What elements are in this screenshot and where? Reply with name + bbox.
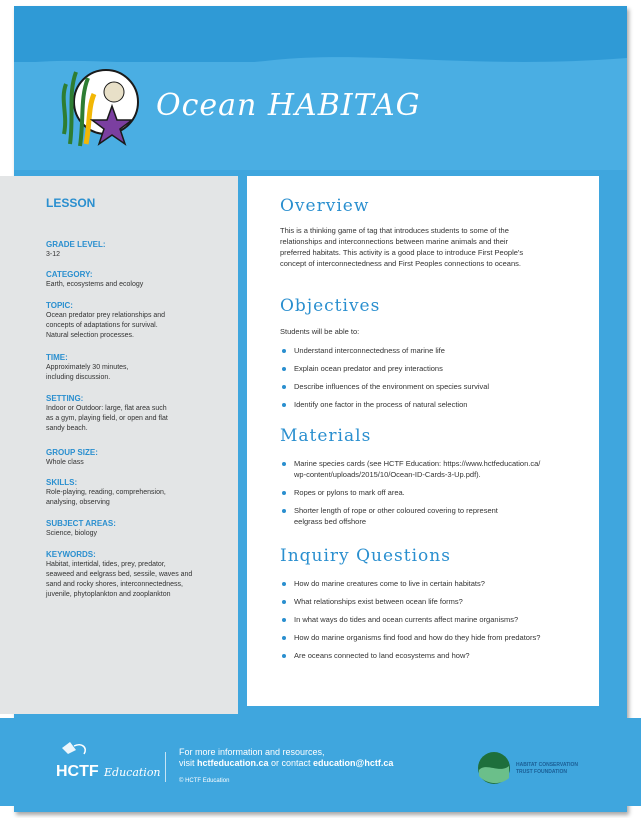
hctf-partner-logo bbox=[476, 748, 596, 788]
ocean-habitag-logo bbox=[50, 64, 150, 154]
svg-text:HABITAT CONSERVATION: HABITAT CONSERVATION bbox=[516, 762, 579, 768]
footer-text-mid: or contact bbox=[268, 758, 314, 768]
materials-line: wp-content/uploads/2015/10/Ocean-ID-Cards-3-Up.pdf). bbox=[294, 470, 481, 479]
sidebar-label: SUBJECT AREAS: bbox=[46, 519, 116, 528]
sidebar-text: Habitat, intertidal, tides, prey, predator, bbox=[46, 561, 166, 568]
sidebar-text: seaweed and eelgrass bed, sessile, waves and bbox=[46, 571, 193, 578]
sidebar-text: including discussion. bbox=[46, 374, 111, 381]
footer-text-prefix: visit bbox=[179, 758, 197, 768]
copyright: © HCTF Education bbox=[179, 778, 230, 784]
sidebar-grade-level bbox=[46, 240, 226, 260]
materials-line: eelgrass bed offshore bbox=[294, 517, 366, 526]
footer-line: For more information and resources, bbox=[179, 747, 325, 757]
overview-line: This is a thinking game of tag that introduces students to some of the bbox=[280, 226, 509, 235]
list-item: Are oceans connected to land ecosystems and how? bbox=[280, 650, 590, 661]
sidebar-text: 3-12 bbox=[46, 251, 61, 258]
materials-line: Ropes or pylons to mark off area. bbox=[294, 488, 405, 497]
list-item: In what ways do tides and ocean currents affect marine organisms? bbox=[280, 614, 590, 625]
sidebar-text: analysing, observing bbox=[46, 499, 110, 506]
sidebar-text: Natural selection processes. bbox=[46, 332, 134, 339]
email-link[interactable]: education@hctf.ca bbox=[313, 758, 394, 768]
page-title: Ocean HABITAG bbox=[156, 88, 421, 123]
sidebar-skills bbox=[46, 478, 226, 508]
sidebar-category bbox=[46, 270, 226, 290]
sidebar-text: Science, biology bbox=[46, 530, 97, 537]
hctf-education-logo bbox=[52, 740, 161, 782]
materials-line: Shorter length of rope or other coloured covering to represent bbox=[294, 506, 498, 515]
objectives-heading: Objectives bbox=[280, 296, 381, 316]
sidebar-topic bbox=[46, 301, 226, 341]
svg-text:Education: Education bbox=[104, 766, 161, 779]
sidebar-label: SKILLS: bbox=[46, 478, 78, 487]
sidebar-text: Earth, ecosystems and ecology bbox=[46, 281, 144, 288]
sidebar-text: Ocean predator prey relationships and bbox=[46, 312, 166, 319]
overview-line: concept of interconnectedness and First Peoples connections to oceans. bbox=[280, 259, 521, 268]
sidebar-setting bbox=[46, 394, 226, 434]
list-item: How do marine creatures come to live in certain habitats? bbox=[280, 578, 590, 589]
sidebar-subject-areas bbox=[46, 519, 226, 539]
sidebar-label: TIME: bbox=[46, 353, 68, 362]
list-item bbox=[280, 505, 590, 527]
footer-line bbox=[179, 758, 393, 769]
sidebar-text: Role-playing, reading, comprehension, bbox=[46, 489, 166, 496]
list-item: What relationships exist between ocean life forms? bbox=[280, 596, 590, 607]
footer-divider bbox=[165, 752, 166, 782]
svg-text:TRUST FOUNDATION: TRUST FOUNDATION bbox=[516, 769, 568, 775]
overview-heading: Overview bbox=[280, 196, 370, 216]
overview-line: preferred habitats. This activity is a good place to introduce First People's bbox=[280, 248, 524, 257]
objectives-intro: Students will be able to: bbox=[280, 327, 360, 336]
list-item: Explain ocean predator and prey interactions bbox=[280, 363, 590, 374]
sidebar-label: GRADE LEVEL: bbox=[46, 240, 106, 249]
objectives-list bbox=[280, 345, 590, 417]
inquiry-heading: Inquiry Questions bbox=[280, 546, 451, 566]
list-item: Identify one factor in the process of natural selection bbox=[280, 399, 590, 410]
sidebar-text: sandy beach. bbox=[46, 425, 88, 432]
sidebar-text: juvenile, phytoplankton and zooplankton bbox=[46, 591, 171, 598]
overview-text bbox=[280, 225, 580, 269]
lesson-label: LESSON bbox=[46, 196, 96, 210]
materials-line: Marine species cards (see HCTF Education: https://www.hctfeducation.ca/ bbox=[294, 459, 541, 468]
sidebar-label: CATEGORY: bbox=[46, 270, 93, 279]
list-item: How do marine organisms find food and how do they hide from predators? bbox=[280, 632, 590, 643]
overview-line: relationships and interconnections between marine animals and their bbox=[280, 237, 509, 246]
sidebar-label: KEYWORDS: bbox=[46, 550, 96, 559]
list-item bbox=[280, 487, 590, 498]
sidebar-label: TOPIC: bbox=[46, 301, 73, 310]
inquiry-list bbox=[280, 578, 590, 668]
sidebar-text: Indoor or Outdoor: large, flat area such bbox=[46, 405, 167, 412]
footer-info bbox=[179, 747, 393, 769]
list-item bbox=[280, 458, 590, 480]
sidebar-text: Approximately 30 minutes, bbox=[46, 364, 129, 371]
sidebar-label: SETTING: bbox=[46, 394, 84, 403]
materials-list bbox=[280, 458, 590, 534]
sidebar-text: sand and rocky shores, interconnectedness, bbox=[46, 581, 183, 588]
list-item: Describe influences of the environment on species survival bbox=[280, 381, 590, 392]
sidebar-time bbox=[46, 353, 226, 383]
list-item: Understand interconnectedness of marine life bbox=[280, 345, 590, 356]
sidebar-text: concepts of adaptations for survival. bbox=[46, 322, 158, 329]
website-link[interactable]: hctfeducation.ca bbox=[197, 758, 269, 768]
sidebar-label: GROUP SIZE: bbox=[46, 448, 98, 457]
svg-text:HCTF: HCTF bbox=[56, 763, 99, 780]
materials-heading: Materials bbox=[280, 426, 372, 446]
sidebar-keywords bbox=[46, 550, 226, 600]
sidebar-group-size bbox=[46, 448, 226, 468]
sidebar-text: as a gym, playing field, or open and flat bbox=[46, 415, 168, 422]
sidebar-text: Whole class bbox=[46, 459, 84, 466]
